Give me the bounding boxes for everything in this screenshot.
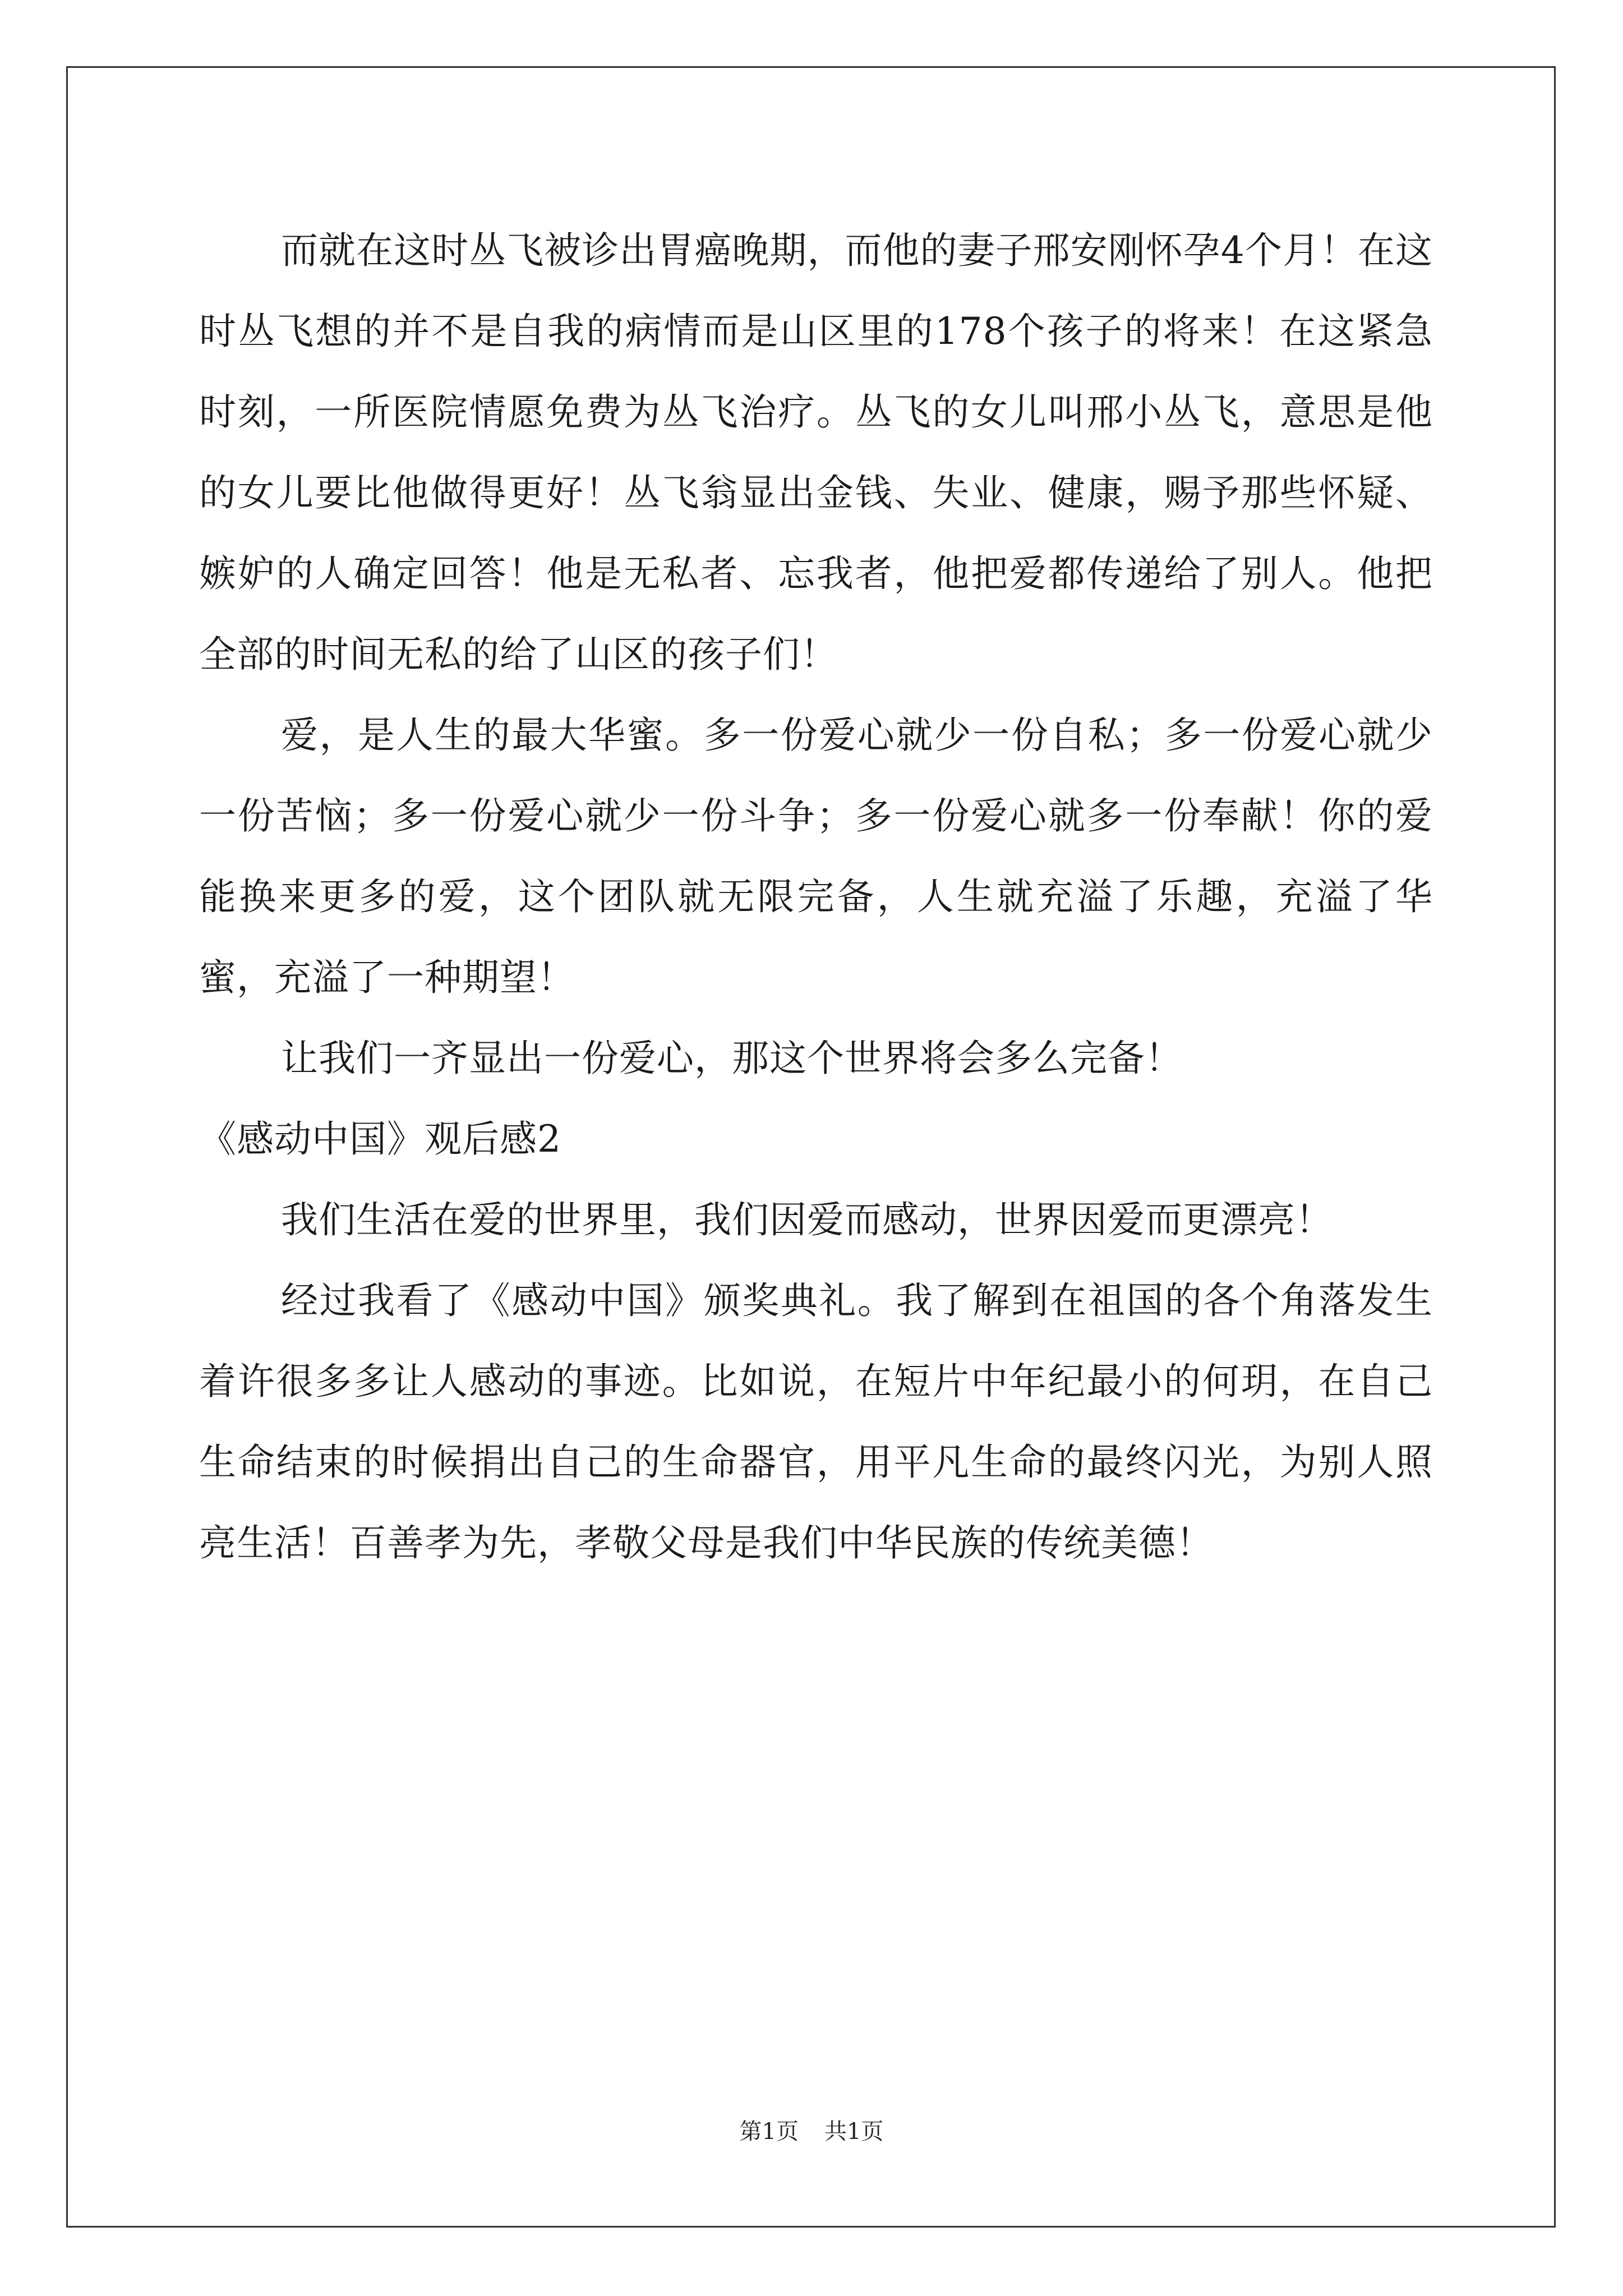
document-body (199, 210, 1433, 1584)
section-heading: 《感动中国》观后感2 (199, 1117, 561, 1161)
paragraph: 而就在这时丛飞被诊出胃癌晚期，而他的妻子邢安刚怀孕4个月！在这时丛飞想的并不是自我的病情而是山区里的178个孩子的将来！在这紧急时刻，一所医院情愿免费为丛飞治疗。丛飞的女儿叫邢小丛飞，意思是他的女儿要比他做得更好！丛飞翁显出金钱、失业、健康，赐予那些怀疑、嫉妒的人确定回答！他是无私者、忘我者，他把爱都传递给了别人。他把全部的时间无私的给了山区的孩子们！ (199, 229, 1433, 676)
page-footer (0, 2115, 1623, 2148)
paragraph: 爱，是人生的最大华蜜。多一份爱心就少一份自私；多一份爱心就少一份苦恼；多一份爱心就少一份斗争；多一份爱心就多一份奉献！你的爱能换来更多的爱，这个团队就无限完备，人生就充溢了乐趣，充溢了华蜜，充溢了一种期望！ (199, 714, 1433, 999)
paragraph: 让我们一齐显出一份爱心，那这个世界将会多么完备！ (281, 1037, 1183, 1080)
page-number: 第1页 (739, 2119, 799, 2145)
page-total: 共1页 (824, 2119, 884, 2145)
paragraph: 经过我看了《感动中国》颁奖典礼。我了解到在祖国的各个角落发生着许很多多让人感动的事迹。比如说，在短片中年纪最小的何玥，在自己生命结束的时候捐出自己的生命器官，用平凡生命的最终闪光，为别人照亮生活！百善孝为先，孝敬父母是我们中华民族的传统美德！ (199, 1279, 1433, 1565)
paragraph: 我们生活在爱的世界里，我们因爱而感动，世界因爱而更漂亮！ (281, 1198, 1333, 1241)
